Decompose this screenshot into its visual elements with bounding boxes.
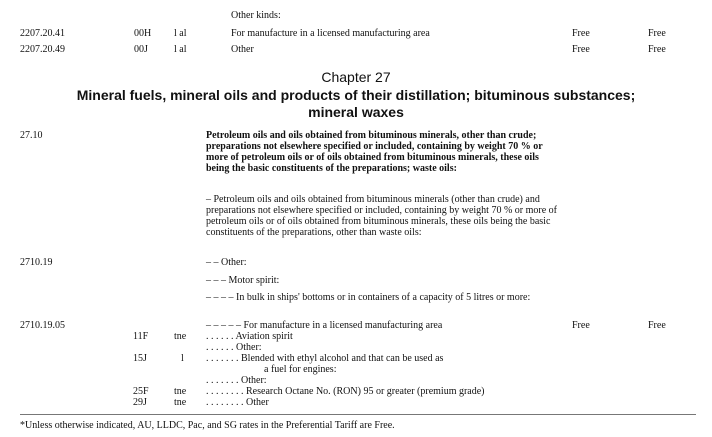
unit: l: [181, 353, 184, 364]
preferential-rate: Free: [648, 320, 666, 331]
description: . . . . . . . . Research Octane No. (RON) 95 or greater (premium grade): [206, 386, 485, 397]
stat-code: 00J: [134, 44, 148, 55]
stat-code: 29J: [133, 397, 147, 408]
heading-code: 27.10: [20, 130, 43, 141]
description: For manufacture in a licensed manufacturing area: [231, 28, 430, 39]
description: . . . . . . . Blended with ethyl alcohol and that can be used as: [206, 353, 444, 364]
unit: tne: [174, 386, 187, 397]
unit: l al: [174, 44, 187, 55]
tariff-code: 2710.19.05: [20, 320, 65, 331]
chapter-number: Chapter 27: [321, 69, 391, 85]
subheading-other: – – Other:: [206, 257, 247, 268]
stat-code: 15J: [133, 353, 147, 364]
tariff-code: 2207.20.49: [20, 44, 65, 55]
unit: tne: [174, 397, 187, 408]
description: . . . . . . . Other:: [206, 375, 267, 386]
bulk-containers: – – – – In bulk in ships' bottoms or in containers of a capacity of 5 litres or more:: [206, 292, 531, 303]
unit: tne: [174, 331, 187, 342]
description: – – – – – For manufacture in a licensed manufacturing area: [206, 320, 443, 331]
stat-code: 11F: [133, 331, 149, 342]
preferential-rate: Free: [648, 28, 666, 39]
description: . . . . . . . . Other: [206, 397, 269, 408]
general-rate: Free: [572, 28, 590, 39]
general-rate: Free: [572, 320, 590, 331]
description: a fuel for engines:: [264, 364, 337, 375]
heading-description: Petroleum oils and oils obtained from bituminous minerals, other than crude; preparations not elsewhere specified or included, containing by weight 70 % or more of petroleum oils or of oils obtained from bituminous minerals, these oils being the basic constituents of the preparations; waste oils:: [206, 130, 543, 174]
description: Other: [231, 44, 254, 55]
description: . . . . . . Aviation spirit: [206, 331, 293, 342]
tariff-code: 2207.20.41: [20, 28, 65, 39]
subheading-code: 2710.19: [20, 257, 53, 268]
chapter-title: Mineral fuels, mineral oils and products of their distillation; bituminous substances; mineral waxes: [76, 87, 636, 120]
subheading-description: – Petroleum oils and oils obtained from bituminous minerals (other than crude) and preparations not elsewhere specified or included, containing by weight 70 % or more of petroleum oils or of oils obtained from bituminous minerals, these oils being the basic constituents of the preparations, other than waste oils:: [206, 194, 558, 238]
unit: l al: [174, 28, 187, 39]
stat-code: 00H: [134, 28, 152, 39]
footnote-divider: [20, 414, 696, 415]
other-kinds-heading: Other kinds:: [231, 10, 281, 21]
preferential-rate: Free: [648, 44, 666, 55]
description: . . . . . . Other:: [206, 342, 262, 353]
motor-spirit: – – – Motor spirit:: [206, 275, 280, 286]
general-rate: Free: [572, 44, 590, 55]
footnote: *Unless otherwise indicated, AU, LLDC, Pac, and SG rates in the Preferential Tariff are Free.: [20, 420, 395, 431]
stat-code: 25F: [133, 386, 149, 397]
